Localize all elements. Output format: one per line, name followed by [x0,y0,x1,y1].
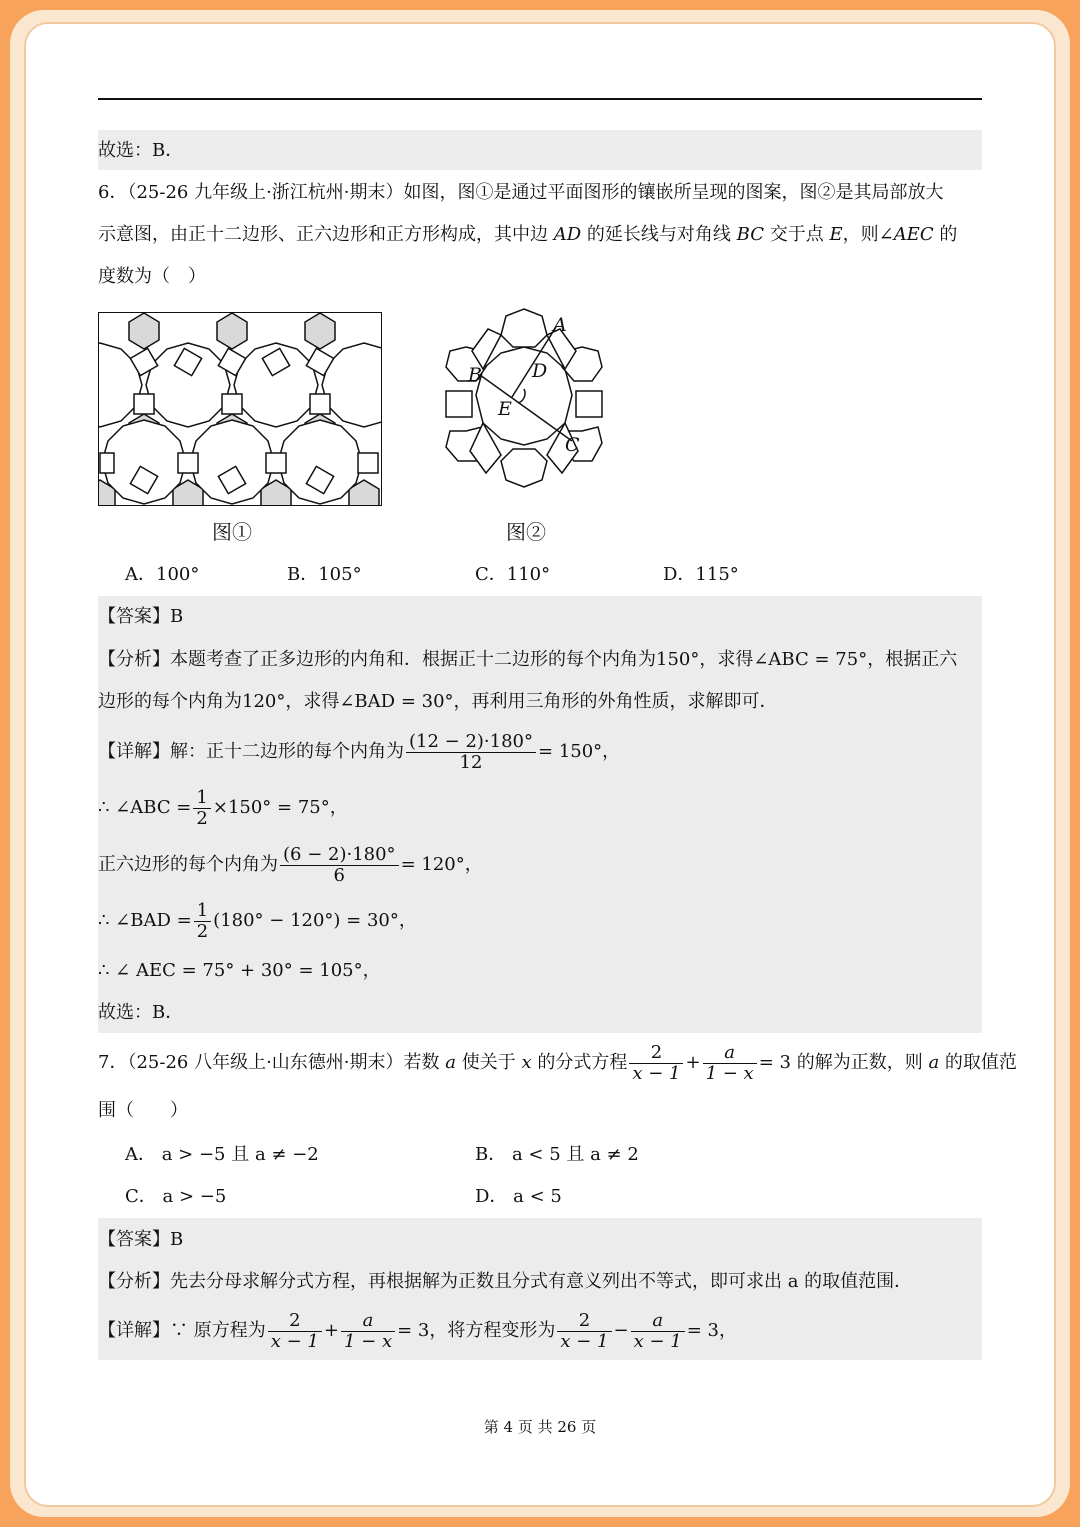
q7-option-a: A． a > −5 且 a ≠ −2 [125,1144,319,1165]
q6-stem-line2: 示意图，由正十二边形、正六边形和正方形构成，其中边 AD 的延长线与对角线 BC 交于点 E，则∠AEC 的 [98,224,958,245]
fraction-half-2: $\frac{1}{2}$ [194,901,211,942]
eq-fraction-2: $\frac{a}{1 - x}$ [703,1043,757,1084]
q6-analysis-line2: 边形的每个内角为120°，求得∠BAD = 30°，再利用三角形的外角性质，求解即可． [98,691,778,712]
q6-option-b: B．105° [287,564,362,585]
q7-stem-line1: 7．（25-26 八年级上·山东德州·期末）若数 a 使关于 x 的分式方程 $\frac{2}{x - 1}$ + $\frac{a}{1 - x}$ = 3 的解为正数，则 a 的取值范 [98,1041,1017,1084]
q6-stem-line1: 6．（25-26 九年级上·浙江杭州·期末）如图，图①是通过平面图形的镶嵌所呈现的图案，图②是其局部放大 [98,182,944,203]
q6-step1: ∴ ∠ABC = $\frac{1}{2}$ ×150° = 75°， [98,786,348,829]
fraction-half-1: $\frac{1}{2}$ [193,788,210,829]
prev-conclusion: 故选：B． [98,140,184,161]
q7-answer: 【答案】B [98,1229,184,1250]
q6-step2: 正六边形的每个内角为 $\frac{(6 - 2)\cdot 180^\circ}{6}$ = 120°， [98,843,483,886]
figure-1-caption: 图① [212,520,252,544]
q6-conclusion: 故选：B． [98,1002,184,1023]
fraction-dodecagon-angle: $\frac{(12 - 2)\cdot 180^\circ}{12}$ [406,732,536,773]
detail-fraction-3: $\frac{2}{x - 1}$ [557,1311,611,1352]
page-footer: 第 4 页 共 26 页 [483,1418,597,1436]
q6-option-a: A．100° [125,564,200,585]
figure-2-local-view [430,305,618,505]
eq-fraction-1: $\frac{2}{x - 1}$ [629,1043,683,1084]
figure-2-caption: 图② [506,520,546,544]
label-a: A [553,314,567,336]
q6-answer: 【答案】B [98,606,184,627]
q6-analysis-line1: 【分析】本题考查了正多边形的内角和．根据正十二边形的每个内角为150°，求得∠ABC = 75°，根据正六 [98,649,958,670]
q7-option-d: D． a < 5 [475,1186,562,1207]
label-d: D [532,360,548,382]
q7-option-b: B． a < 5 且 a ≠ 2 [475,1144,639,1165]
figure-1-tessellation [96,310,384,508]
q7-analysis: 【分析】先去分母求解分式方程，再根据解为正数且分式有意义列出不等式，即可求出 a 的取值范围． [98,1271,913,1292]
detail-fraction-1: $\frac{2}{x - 1}$ [268,1311,322,1352]
label-e: E [498,398,512,420]
header-rule [98,98,982,100]
q7-option-c: C． a > −5 [125,1186,227,1207]
q6-stem-line3: 度数为（ ） [98,266,206,287]
q6-option-d: D．115° [663,564,739,585]
q6-option-c: C．110° [475,564,551,585]
q6-step4: ∴ ∠ AEC = 75° + 30° = 105°， [98,960,381,981]
q6-step3: ∴ ∠BAD = $\frac{1}{2}$ (180° − 120°) = 30°， [98,899,417,942]
detail-fraction-4: $\frac{a}{x - 1}$ [631,1311,685,1352]
q7-stem-line2: 围（ ） [98,1100,188,1121]
q7-detail: 【详解】∵ 原方程为 $\frac{2}{x - 1}$ + $\frac{a}{1 - x}$ = 3，将方程变形为 $\frac{2}{x - 1}$ − $\frac{a}{x - 1}$ = 3， [98,1309,738,1352]
q6-detail-line: 【详解】解：正十二边形的每个内角为 $\frac{(12 - 2)\cdot 180^\circ}{12}$ = 150°， [98,730,621,773]
fraction-hexagon-angle: $\frac{(6 - 2)\cdot 180^\circ}{6}$ [280,845,399,886]
label-b: B [468,364,482,386]
detail-fraction-2: $\frac{a}{1 - x}$ [341,1311,395,1352]
label-c: C [565,434,580,456]
